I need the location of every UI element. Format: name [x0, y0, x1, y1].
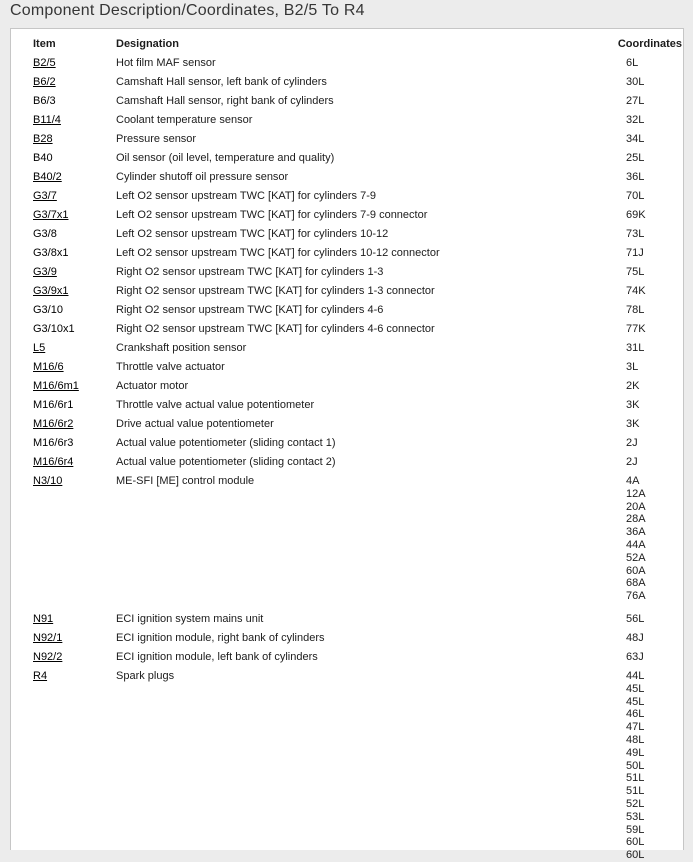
designation-text: Cylinder shutoff oil pressure sensor — [116, 171, 289, 183]
item-cell — [33, 206, 116, 225]
coordinates-cell — [617, 610, 683, 629]
table-row — [33, 282, 683, 301]
coordinates-cell — [617, 396, 683, 415]
item-cell — [33, 648, 116, 667]
coordinate-value: 60A — [626, 564, 646, 577]
coordinate-value: 70L — [626, 190, 645, 202]
designation-text: Camshaft Hall sensor, right bank of cylinders — [116, 95, 334, 107]
coordinate-value: 44A — [626, 538, 646, 551]
table-row — [33, 187, 683, 206]
component-table-panel — [10, 28, 684, 862]
designation-text: Throttle valve actual value potentiometer — [116, 399, 315, 411]
coordinate-value: 49L — [626, 746, 645, 759]
item-cell — [33, 168, 116, 187]
item-cell — [33, 667, 116, 686]
item-link[interactable]: G3/7x1 — [33, 209, 69, 221]
designation-text: ECI ignition system mains unit — [116, 612, 264, 625]
table-row — [33, 339, 683, 358]
item-cell — [33, 54, 116, 73]
coordinate-value: 75L — [626, 266, 645, 278]
item-cell — [33, 629, 116, 648]
designation-text: Actual value potentiometer (sliding contact 1) — [116, 437, 336, 449]
designation-text: Crankshaft position sensor — [116, 342, 247, 354]
table-row — [33, 472, 683, 603]
coordinate-value: 6L — [626, 57, 639, 69]
coordinate-value: 4A — [626, 475, 640, 487]
table-body — [33, 54, 683, 862]
item-cell — [33, 111, 116, 130]
coordinate-value: 12A — [626, 487, 646, 500]
designation-text: Left O2 sensor upstream TWC [KAT] for cylinders 10-12 connector — [116, 247, 440, 259]
designation-text: Oil sensor (oil level, temperature and quality) — [116, 152, 335, 164]
coordinate-value: 71J — [626, 247, 644, 259]
coordinate-value: 51L — [626, 785, 645, 798]
coordinate-value: 31L — [626, 342, 645, 354]
coordinate-value: 73L — [626, 228, 645, 240]
designation-text: Left O2 sensor upstream TWC [KAT] for cylinders 10-12 — [116, 228, 389, 240]
table-row — [33, 434, 683, 453]
coordinate-value: 78L — [626, 304, 645, 316]
table-row — [33, 92, 683, 111]
coordinate-value: 30L — [626, 76, 645, 88]
item-link[interactable]: N91 — [33, 612, 54, 625]
coordinate-value: 20A — [626, 500, 646, 513]
item-cell — [33, 358, 116, 377]
designation-text: Throttle valve actuator — [116, 361, 225, 373]
table-row — [33, 377, 683, 396]
table-row — [33, 320, 683, 339]
item-link: G3/8 — [33, 228, 57, 240]
item-cell — [33, 282, 116, 301]
item-link[interactable]: B11/4 — [33, 114, 61, 126]
item-link[interactable]: B40/2 — [33, 171, 62, 183]
coordinate-value: 45L — [626, 682, 645, 695]
header-coordinates: Coordinates — [617, 38, 682, 50]
item-cell — [33, 610, 116, 629]
coordinates-cell — [617, 149, 683, 168]
item-cell — [33, 396, 116, 415]
table-row — [33, 667, 683, 862]
coordinate-value: 3L — [626, 361, 639, 373]
coordinate-value: 3K — [626, 399, 640, 411]
designation-text: Actuator motor — [116, 380, 189, 392]
coordinates-cell — [617, 73, 683, 92]
coordinates-cell — [617, 282, 683, 301]
item-link: G3/10x1 — [33, 323, 75, 335]
item-link[interactable]: M16/6r2 — [33, 418, 74, 430]
table-header-row — [33, 35, 683, 54]
coordinates-cell — [617, 187, 683, 206]
item-cell — [33, 377, 116, 396]
coordinates-cell — [617, 629, 683, 648]
coordinates-cell — [617, 244, 683, 263]
table-row — [33, 629, 683, 648]
item-cell — [33, 453, 116, 472]
coordinates-cell — [617, 111, 683, 130]
designation-text: Right O2 sensor upstream TWC [KAT] for cylinders 4-6 — [116, 304, 384, 316]
coordinates-cell — [617, 472, 683, 603]
table-row — [33, 206, 683, 225]
table-row — [33, 415, 683, 434]
designation-text: Spark plugs — [116, 669, 175, 682]
item-link[interactable]: B2/5 — [33, 57, 56, 69]
item-cell — [33, 92, 116, 111]
item-link[interactable]: N92/2 — [33, 650, 63, 663]
coordinate-value: 60L — [626, 836, 645, 849]
item-link: B40 — [33, 152, 53, 164]
coordinate-value: 47L — [626, 721, 645, 734]
coordinate-value: 53L — [626, 810, 645, 823]
table-row — [33, 168, 683, 187]
designation-text: Camshaft Hall sensor, left bank of cylinders — [116, 76, 327, 88]
item-link[interactable]: G3/9x1 — [33, 285, 69, 297]
table-row — [33, 301, 683, 320]
table-row — [33, 111, 683, 130]
table-row — [33, 149, 683, 168]
designation-text: ECI ignition module, right bank of cylinders — [116, 631, 325, 644]
coordinates-cell — [617, 434, 683, 453]
table-row — [33, 396, 683, 415]
coordinate-value: 3K — [626, 418, 640, 430]
coordinate-value: 63J — [626, 650, 644, 663]
item-link[interactable]: B6/2 — [33, 76, 56, 88]
coordinate-value: 56L — [626, 612, 645, 625]
item-cell — [33, 415, 116, 434]
table-row — [33, 358, 683, 377]
item-link[interactable]: R4 — [33, 669, 48, 682]
designation-text: ECI ignition module, left bank of cylinders — [116, 650, 318, 663]
table-row — [33, 648, 683, 667]
designation-text: Drive actual value potentiometer — [116, 418, 274, 430]
coordinate-value: 77K — [626, 323, 646, 335]
coordinates-cell — [617, 453, 683, 472]
item-cell — [33, 339, 116, 358]
item-link[interactable]: M16/6r4 — [33, 456, 74, 468]
table-row — [33, 453, 683, 472]
item-cell — [33, 244, 116, 263]
coordinate-value: 32L — [626, 114, 645, 126]
designation-text: Left O2 sensor upstream TWC [KAT] for cylinders 7-9 — [116, 190, 377, 202]
coordinate-value: 28A — [626, 513, 646, 526]
coordinate-value: 52A — [626, 551, 646, 564]
coordinates-cell — [617, 377, 683, 396]
designation-text: Pressure sensor — [116, 133, 197, 145]
coordinate-value: 76A — [626, 590, 646, 603]
coordinate-value: 25L — [626, 152, 645, 164]
coordinates-cell — [617, 301, 683, 320]
table-row — [33, 263, 683, 282]
header-designation: Designation — [116, 38, 179, 50]
coordinates-cell — [617, 339, 683, 358]
table-row — [33, 130, 683, 149]
coordinate-value: 48L — [626, 733, 645, 746]
coordinates-cell — [617, 92, 683, 111]
header-item: Item — [33, 38, 56, 50]
item-link[interactable]: L5 — [33, 342, 46, 354]
item-cell — [33, 320, 116, 339]
coordinate-value: 36L — [626, 171, 645, 183]
table-row — [33, 54, 683, 73]
item-cell — [33, 73, 116, 92]
designation-text: ME-SFI [ME] control module — [116, 475, 255, 487]
coordinate-value: 50L — [626, 759, 645, 772]
item-cell — [33, 187, 116, 206]
item-cell — [33, 472, 116, 491]
item-link: B6/3 — [33, 95, 56, 107]
designation-text: Right O2 sensor upstream TWC [KAT] for cylinders 4-6 connector — [116, 323, 435, 335]
table-row — [33, 610, 683, 629]
item-cell — [33, 301, 116, 320]
item-cell — [33, 434, 116, 453]
item-link[interactable]: G3/7 — [33, 190, 57, 202]
coordinate-value: 45L — [626, 695, 645, 708]
coordinate-value: 2K — [626, 380, 640, 392]
coordinate-value: 34L — [626, 133, 645, 145]
coordinate-value: 74K — [626, 285, 646, 297]
item-link: M16/6r3 — [33, 437, 74, 449]
item-link: G3/10 — [33, 304, 63, 316]
coordinates-cell — [617, 206, 683, 225]
coordinate-value: 27L — [626, 95, 645, 107]
item-cell — [33, 130, 116, 149]
designation-text: Right O2 sensor upstream TWC [KAT] for cylinders 1-3 — [116, 266, 384, 278]
item-link[interactable]: B28 — [33, 133, 53, 145]
designation-text: Coolant temperature sensor — [116, 114, 253, 126]
coordinates-cell — [617, 168, 683, 187]
coordinates-cell — [617, 320, 683, 339]
coordinates-cell — [617, 225, 683, 244]
coordinate-value: 48J — [626, 631, 644, 644]
item-link[interactable]: M16/6m1 — [33, 380, 79, 392]
coordinate-value: 68A — [626, 577, 646, 590]
table-row — [33, 225, 683, 244]
coordinate-value: 46L — [626, 708, 645, 721]
coordinates-cell — [617, 263, 683, 282]
item-link: M16/6r1 — [33, 399, 74, 411]
coordinates-cell — [617, 648, 683, 667]
designation-text: Left O2 sensor upstream TWC [KAT] for cylinders 7-9 connector — [116, 209, 428, 221]
coordinate-value: 2J — [626, 456, 638, 468]
coordinate-value: 2J — [626, 437, 638, 449]
designation-text: Hot film MAF sensor — [116, 57, 216, 69]
item-link[interactable]: N92/1 — [33, 631, 63, 644]
item-cell — [33, 225, 116, 244]
coordinate-value: 69K — [626, 209, 646, 221]
coordinate-value: 59L — [626, 823, 645, 836]
item-link[interactable]: M16/6 — [33, 361, 64, 373]
item-cell — [33, 263, 116, 282]
item-cell — [33, 149, 116, 168]
coordinate-value: 60L — [626, 849, 645, 862]
coordinate-value: 44L — [626, 669, 645, 682]
table-row — [33, 244, 683, 263]
item-link[interactable]: G3/9 — [33, 266, 57, 278]
coordinates-cell — [617, 415, 683, 434]
page-title: Component Description/Coordinates, B2/5 To R4 — [10, 2, 365, 19]
coordinates-cell — [617, 130, 683, 149]
coordinates-cell — [617, 358, 683, 377]
table-row — [33, 73, 683, 92]
coordinate-value: 51L — [626, 772, 645, 785]
coordinates-cell — [617, 667, 683, 862]
designation-text: Right O2 sensor upstream TWC [KAT] for cylinders 1-3 connector — [116, 285, 435, 297]
coordinate-value: 36A — [626, 526, 646, 539]
item-link: G3/8x1 — [33, 247, 69, 259]
item-link[interactable]: N3/10 — [33, 475, 63, 487]
designation-text: Actual value potentiometer (sliding contact 2) — [116, 456, 336, 468]
coordinates-cell — [617, 54, 683, 73]
coordinate-value: 52L — [626, 797, 645, 810]
